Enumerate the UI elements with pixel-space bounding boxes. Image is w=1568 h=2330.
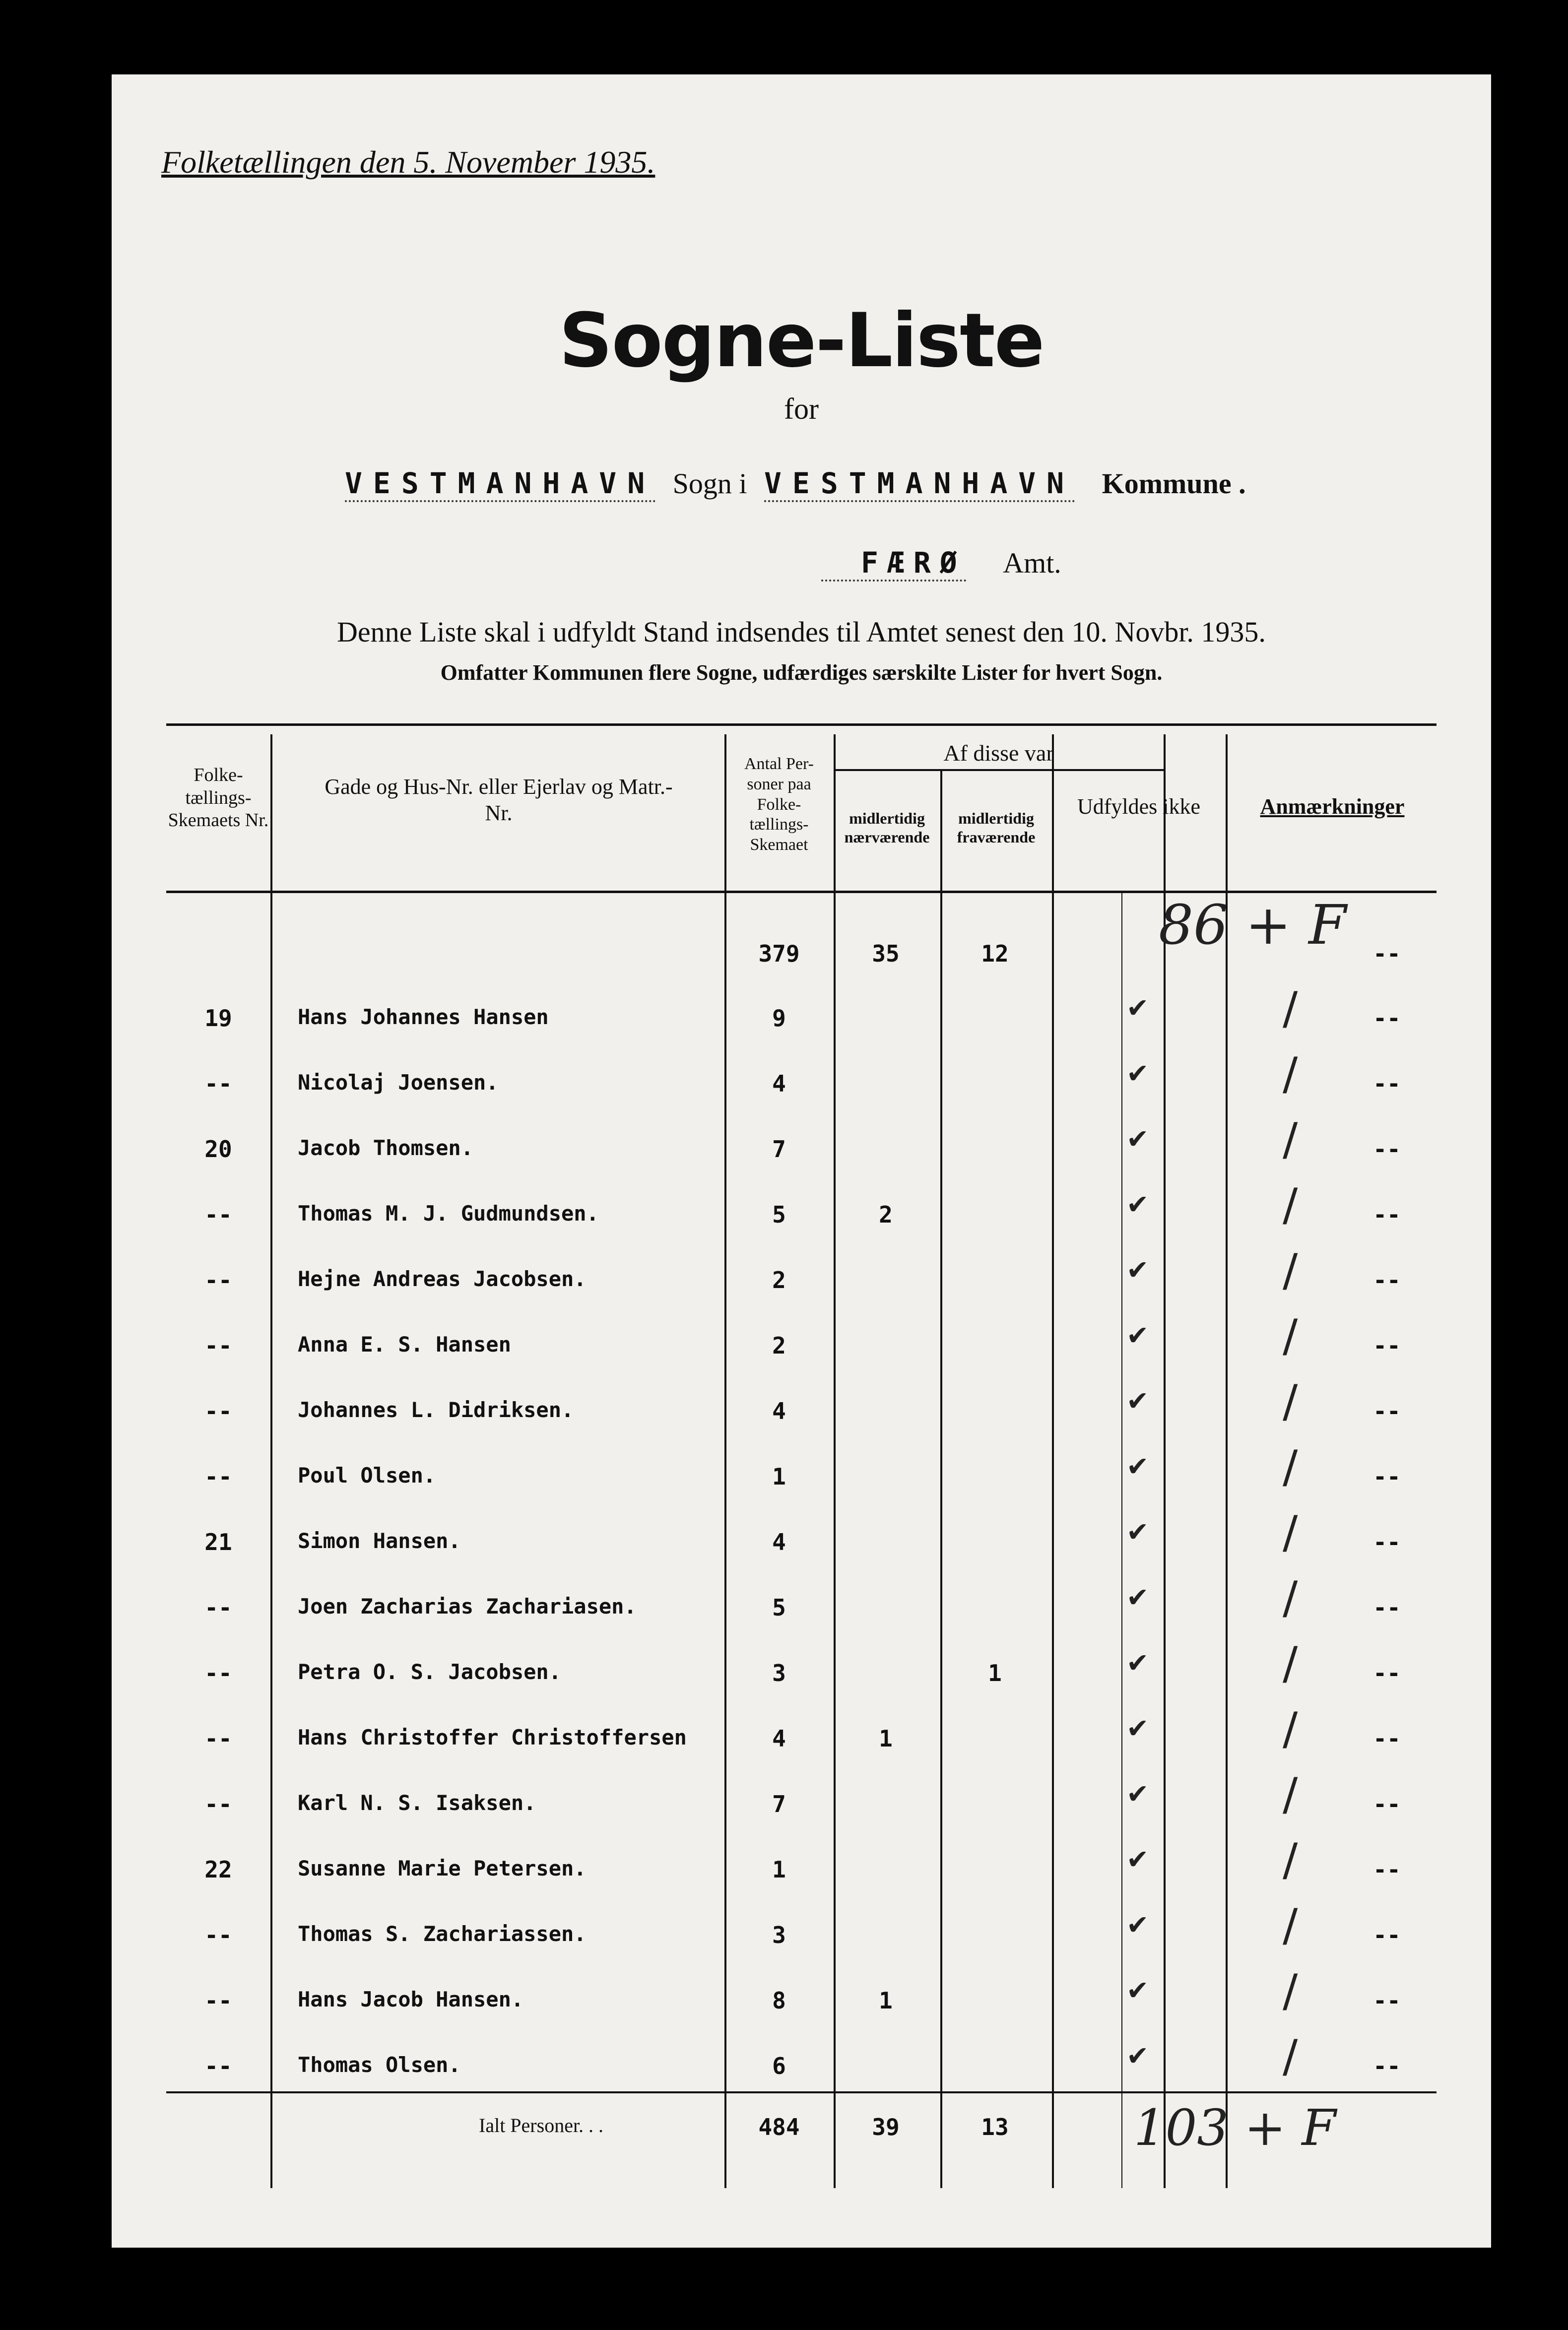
row-antal: 2 xyxy=(772,1267,786,1294)
row-anm: -- xyxy=(1373,1463,1401,1490)
row-naer: 2 xyxy=(879,1201,893,1228)
row-anm: -- xyxy=(1373,1070,1401,1097)
row-skema-nr: -- xyxy=(204,1332,232,1359)
row-check-mark-icon: ✔ xyxy=(1126,1189,1149,1220)
row-anm: -- xyxy=(1373,1594,1401,1621)
row-antal: 3 xyxy=(772,1922,786,1948)
amt-name: FÆRØ xyxy=(821,546,966,582)
col-divider-2 xyxy=(724,734,726,2188)
row-skema-nr: -- xyxy=(204,1987,232,2014)
row-skema-nr: -- xyxy=(204,1660,232,1686)
col-divider-3 xyxy=(834,734,836,2188)
row-slash-mark-icon: / xyxy=(1283,1834,1298,1886)
row-check-mark-icon: ✔ xyxy=(1126,1058,1149,1089)
table-total-rule xyxy=(166,2091,1437,2093)
row-anm: -- xyxy=(1373,1856,1401,1883)
table-top-rule xyxy=(166,723,1437,726)
row-slash-mark-icon: / xyxy=(1283,1441,1298,1493)
row-check-mark-icon: ✔ xyxy=(1126,1516,1149,1548)
row-name: Hans Johannes Hansen xyxy=(298,1005,549,1029)
row-check-mark-icon: ✔ xyxy=(1126,1844,1149,1875)
row-naer: 1 xyxy=(879,1987,893,2014)
row-name: Poul Olsen. xyxy=(298,1463,436,1488)
row-antal: 7 xyxy=(772,1791,786,1817)
col-divider-6 xyxy=(1121,891,1122,2188)
col-naer-header: midlertidig nærværende xyxy=(844,809,930,846)
row-antal: 9 xyxy=(772,1005,786,1032)
row-check-mark-icon: ✔ xyxy=(1126,1975,1149,2006)
row-skema-nr: -- xyxy=(204,1070,232,1097)
row-skema-nr: 19 xyxy=(204,1005,232,1032)
row-naer: 1 xyxy=(879,1725,893,1752)
row-skema-nr: -- xyxy=(204,1725,232,1752)
row-name: Jacob Thomsen. xyxy=(298,1136,474,1160)
page-title: Sogne-Liste xyxy=(559,298,1044,384)
row-antal: 4 xyxy=(772,1725,786,1752)
row-frav: 1 xyxy=(988,1660,1002,1686)
kommune-name: VESTMANHAVN xyxy=(764,466,1075,502)
row-check-mark-icon: ✔ xyxy=(1126,1254,1149,1286)
carry-handwritten: 86 + F xyxy=(1159,893,1347,957)
row-slash-mark-icon: / xyxy=(1283,2030,1298,2082)
row-anm: -- xyxy=(1373,1922,1401,1948)
row-slash-mark-icon: / xyxy=(1283,1572,1298,1624)
instruction-line-2: Omfatter Kommunen flere Sogne, udfærdiges særskilte Lister for hvert Sogn. xyxy=(440,660,1163,685)
row-slash-mark-icon: / xyxy=(1283,1506,1298,1558)
row-slash-mark-icon: / xyxy=(1283,1113,1298,1165)
row-anm: -- xyxy=(1373,1201,1401,1228)
row-antal: 1 xyxy=(772,1463,786,1490)
row-anm: -- xyxy=(1373,1529,1401,1555)
row-slash-mark-icon: / xyxy=(1283,1768,1298,1820)
parish-name: VESTMANHAVN xyxy=(345,466,655,502)
carry-naer: 35 xyxy=(872,940,900,967)
row-skema-nr: -- xyxy=(204,1267,232,1294)
row-antal: 1 xyxy=(772,1856,786,1883)
row-name: Hans Christoffer Christoffersen xyxy=(298,1725,687,1749)
row-antal: 7 xyxy=(772,1136,786,1163)
row-name: Joen Zacharias Zachariasen. xyxy=(298,1594,637,1618)
row-skema-nr: 22 xyxy=(204,1856,232,1883)
row-skema-nr: -- xyxy=(204,2053,232,2079)
row-slash-mark-icon: / xyxy=(1283,1310,1298,1362)
row-check-mark-icon: ✔ xyxy=(1126,1778,1149,1810)
row-skema-nr: -- xyxy=(204,1463,232,1490)
row-skema-nr: -- xyxy=(204,1922,232,1948)
row-name: Simon Hansen. xyxy=(298,1529,461,1553)
header-title: Folketællingen den 5. November 1935. xyxy=(161,144,655,180)
row-name: Karl N. S. Isaksen. xyxy=(298,1791,536,1815)
col-anm-header: Anmærkninger xyxy=(1260,794,1405,819)
total-label: Ialt Personer. . . xyxy=(479,2114,604,2136)
row-slash-mark-icon: / xyxy=(1283,1244,1298,1296)
row-name: Anna E. S. Hansen xyxy=(298,1332,511,1357)
row-name: Thomas Olsen. xyxy=(298,2053,461,2077)
row-anm: -- xyxy=(1373,2053,1401,2079)
row-anm: -- xyxy=(1373,1005,1401,1032)
row-antal: 4 xyxy=(772,1398,786,1424)
row-anm: -- xyxy=(1373,1660,1401,1686)
col-divider-1 xyxy=(270,734,272,2188)
row-name: Thomas S. Zachariassen. xyxy=(298,1922,587,1946)
af-disse-rule xyxy=(834,769,1164,771)
row-check-mark-icon: ✔ xyxy=(1126,1713,1149,1744)
carry-frav: 12 xyxy=(981,940,1009,967)
col-udfyldes-header: Udfyldes ikke xyxy=(1077,794,1201,819)
row-skema-nr: 21 xyxy=(204,1529,232,1555)
row-check-mark-icon: ✔ xyxy=(1126,992,1149,1024)
row-slash-mark-icon: / xyxy=(1283,982,1298,1035)
total-naer: 39 xyxy=(872,2114,900,2140)
col-frav-header: midlertidig fraværende xyxy=(957,809,1036,846)
row-anm: -- xyxy=(1373,1725,1401,1752)
row-check-mark-icon: ✔ xyxy=(1126,1909,1149,1941)
row-slash-mark-icon: / xyxy=(1283,1375,1298,1427)
row-check-mark-icon: ✔ xyxy=(1126,1582,1149,1613)
row-anm: -- xyxy=(1373,1987,1401,2014)
row-anm: -- xyxy=(1373,1332,1401,1359)
row-slash-mark-icon: / xyxy=(1283,1048,1298,1100)
amt-line xyxy=(821,546,1061,580)
row-antal: 3 xyxy=(772,1660,786,1686)
total-frav: 13 xyxy=(981,2114,1009,2140)
row-skema-nr: -- xyxy=(204,1201,232,1228)
row-check-mark-icon: ✔ xyxy=(1126,1320,1149,1351)
row-name: Nicolaj Joensen. xyxy=(298,1070,499,1095)
row-anm: -- xyxy=(1373,1267,1401,1294)
col-af-disse-header: Af disse var xyxy=(943,740,1054,766)
row-antal: 4 xyxy=(772,1070,786,1097)
row-check-mark-icon: ✔ xyxy=(1126,2040,1149,2071)
carry-antal: 379 xyxy=(758,940,800,967)
col-skema-header: Folke- tællings- Skemaets Nr. xyxy=(168,765,269,831)
row-anm: -- xyxy=(1373,1136,1401,1163)
row-antal: 4 xyxy=(772,1529,786,1555)
sogn-label: Sogn i xyxy=(672,467,747,500)
row-antal: 5 xyxy=(772,1201,786,1228)
col-divider-5 xyxy=(1052,734,1054,2188)
kommune-label: Kommune . xyxy=(1102,467,1246,500)
instruction-line-1: Denne Liste skal i udfyldt Stand indsendes til Amtet senest den 10. Novbr. 1935. xyxy=(337,616,1266,648)
row-antal: 8 xyxy=(772,1987,786,2014)
for-label: for xyxy=(784,392,819,425)
row-antal: 2 xyxy=(772,1332,786,1359)
amt-label: Amt. xyxy=(1003,547,1061,579)
total-handwritten: 103 + F xyxy=(1134,2099,1336,2157)
row-slash-mark-icon: / xyxy=(1283,1179,1298,1231)
row-check-mark-icon: ✔ xyxy=(1126,1647,1149,1679)
col-divider-4 xyxy=(940,769,942,2188)
row-name: Petra O. S. Jacobsen. xyxy=(298,1660,562,1684)
row-name: Hans Jacob Hansen. xyxy=(298,1987,524,2011)
row-slash-mark-icon: / xyxy=(1283,1637,1298,1689)
row-skema-nr: -- xyxy=(204,1791,232,1817)
row-check-mark-icon: ✔ xyxy=(1126,1385,1149,1417)
row-anm: -- xyxy=(1373,1791,1401,1817)
row-check-mark-icon: ✔ xyxy=(1126,1123,1149,1155)
row-name: Susanne Marie Petersen. xyxy=(298,1856,587,1880)
carry-anm: -- xyxy=(1373,940,1401,967)
total-antal: 484 xyxy=(758,2114,800,2140)
row-name: Johannes L. Didriksen. xyxy=(298,1398,574,1422)
row-skema-nr: 20 xyxy=(204,1136,232,1163)
row-skema-nr: -- xyxy=(204,1398,232,1424)
row-slash-mark-icon: / xyxy=(1283,1899,1298,1951)
row-slash-mark-icon: / xyxy=(1283,1965,1298,2017)
row-skema-nr: -- xyxy=(204,1594,232,1621)
row-name: Thomas M. J. Gudmundsen. xyxy=(298,1201,599,1226)
row-antal: 6 xyxy=(772,2053,786,2079)
row-check-mark-icon: ✔ xyxy=(1126,1451,1149,1482)
row-name: Hejne Andreas Jacobsen. xyxy=(298,1267,587,1291)
row-slash-mark-icon: / xyxy=(1283,1703,1298,1755)
col-antal-header: Antal Per- soner paa Folke- tællings- Skemaet xyxy=(744,755,814,854)
col-address-header: Gade og Hus-Nr. eller Ejerlav og Matr.-Nr. xyxy=(325,775,673,825)
census-sheet xyxy=(112,74,1491,2248)
row-anm: -- xyxy=(1373,1398,1401,1424)
row-antal: 5 xyxy=(772,1594,786,1621)
sogn-line xyxy=(345,466,1246,500)
